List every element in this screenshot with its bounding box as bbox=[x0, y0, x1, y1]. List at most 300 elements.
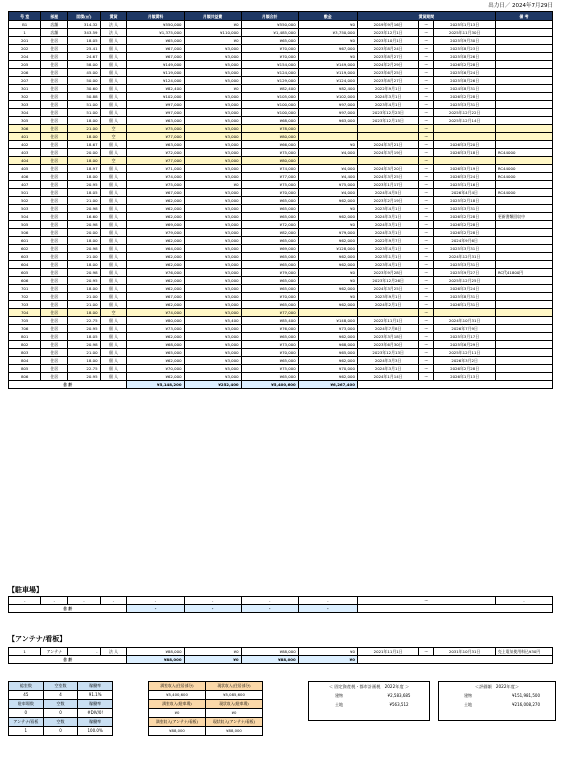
table-cell bbox=[495, 93, 552, 101]
table-cell: 個 人 bbox=[100, 301, 127, 309]
table-cell: 〜 bbox=[419, 333, 434, 341]
income-cell: ¥0 bbox=[149, 709, 206, 718]
table-cell: 702 bbox=[9, 293, 41, 301]
table-cell: ¥78,000 bbox=[241, 125, 298, 133]
table-cell: 住居 bbox=[41, 53, 68, 61]
table-cell: 22.75 bbox=[68, 365, 100, 373]
table-cell: ¥0 bbox=[298, 141, 357, 149]
table-cell bbox=[495, 85, 552, 93]
table-cell: 2023年12月26日 bbox=[357, 277, 418, 285]
table-cell: ¥68,000 bbox=[298, 341, 357, 349]
table-cell: ¥5,000 bbox=[184, 349, 241, 357]
table-cell: 住居 bbox=[41, 189, 68, 197]
table-cell: 205 bbox=[9, 61, 41, 69]
table-row bbox=[9, 349, 553, 357]
table-cell: 502 bbox=[9, 197, 41, 205]
antenna-cell: 2031年10月31日 bbox=[434, 648, 495, 656]
table-cell: 〜 bbox=[419, 61, 434, 69]
table-row bbox=[9, 61, 553, 69]
table-cell: ¥66,000 bbox=[241, 141, 298, 149]
table-cell: ¥3,000 bbox=[184, 125, 241, 133]
table-cell: ¥3,000 bbox=[184, 221, 241, 229]
table-cell: ¥0 bbox=[184, 85, 241, 93]
table-cell: 2024年3月21日 bbox=[357, 141, 418, 149]
table-cell: ¥3,000 bbox=[184, 197, 241, 205]
table-cell: 2025年3月31日 bbox=[434, 245, 495, 253]
table-cell bbox=[495, 285, 552, 293]
table-cell: 〜 bbox=[419, 181, 434, 189]
table-cell: 〜 bbox=[419, 133, 434, 141]
kpi-cell: #DIV/0! bbox=[78, 709, 113, 718]
table-cell: 〜 bbox=[419, 253, 434, 261]
table-cell: 住居 bbox=[41, 317, 68, 325]
table-cell: ¥79,000 bbox=[127, 229, 184, 237]
table-cell: 2025年11月30日 bbox=[434, 29, 495, 37]
table-cell: 21.00 bbox=[68, 197, 100, 205]
table-cell: 個 人 bbox=[100, 349, 127, 357]
table-cell: 個 人 bbox=[100, 221, 127, 229]
table-cell: 〜 bbox=[419, 69, 434, 77]
table-cell bbox=[495, 157, 552, 165]
table-cell: 〜 bbox=[419, 293, 434, 301]
table-cell: ¥67,000 bbox=[127, 45, 184, 53]
table-cell: ¥62,000 bbox=[127, 205, 184, 213]
table-cell: 2026年3月20日 bbox=[434, 141, 495, 149]
table-cell: 〜 bbox=[419, 45, 434, 53]
table-cell bbox=[434, 133, 495, 141]
table-cell: 〜 bbox=[419, 197, 434, 205]
income-cell: 現状収入(駐車場) bbox=[206, 700, 263, 709]
table-cell: ¥70,000 bbox=[298, 365, 357, 373]
table-cell: ¥72,000 bbox=[241, 221, 298, 229]
table-cell bbox=[495, 45, 552, 53]
table-cell: 2025年8月26日 bbox=[434, 53, 495, 61]
table-cell: ¥62,000 bbox=[127, 333, 184, 341]
table-cell: 302 bbox=[9, 93, 41, 101]
total-cell: ¥5,400,600 bbox=[241, 381, 298, 389]
table-cell: ¥62,000 bbox=[127, 373, 184, 381]
parking-cell: - bbox=[9, 597, 41, 605]
table-cell: 住居 bbox=[41, 365, 68, 373]
table-cell: ¥62,000 bbox=[127, 237, 184, 245]
table-cell bbox=[298, 125, 357, 133]
table-cell: 〜 bbox=[419, 141, 434, 149]
table-cell: ¥62,000 bbox=[127, 301, 184, 309]
table-cell: 個 人 bbox=[100, 269, 127, 277]
table-cell: ¥105,000 bbox=[241, 93, 298, 101]
table-row bbox=[9, 301, 553, 309]
table-cell: ¥129,000 bbox=[241, 77, 298, 85]
table-cell: B1 bbox=[9, 21, 41, 29]
tax-land-label: 土地 bbox=[335, 702, 343, 707]
table-cell: 個 人 bbox=[100, 93, 127, 101]
table-cell: 20.98 bbox=[68, 245, 100, 253]
empty-cell bbox=[357, 605, 552, 613]
tax-building-value: ¥2,583,685 bbox=[387, 693, 411, 698]
table-row bbox=[9, 173, 553, 181]
table-cell: 住居 bbox=[41, 133, 68, 141]
table-row bbox=[9, 109, 553, 117]
table-cell: ¥5,000 bbox=[184, 77, 241, 85]
table-cell bbox=[495, 133, 552, 141]
table-cell bbox=[495, 237, 552, 245]
table-cell: ¥0 bbox=[298, 21, 357, 29]
table-cell: 個 人 bbox=[100, 277, 127, 285]
table-cell: 〜 bbox=[419, 101, 434, 109]
table-row bbox=[9, 205, 553, 213]
table-cell: ¥65,000 bbox=[241, 301, 298, 309]
table-cell: 〜 bbox=[419, 237, 434, 245]
table-cell: ¥63,000 bbox=[127, 117, 184, 125]
table-cell: 2023年4月1日 bbox=[357, 205, 418, 213]
income-row bbox=[149, 682, 263, 691]
table-row bbox=[9, 93, 553, 101]
table-cell: ¥75,000 bbox=[298, 181, 357, 189]
table-cell: 501 bbox=[9, 189, 41, 197]
table-cell: ¥62,000 bbox=[127, 357, 184, 365]
table-cell: 2026年3月19日 bbox=[434, 165, 495, 173]
antenna-row bbox=[9, 648, 553, 656]
table-cell: 〜 bbox=[419, 149, 434, 157]
table-cell: ¥3,000 bbox=[184, 53, 241, 61]
table-cell: 2023年4月1日 bbox=[357, 101, 418, 109]
table-cell: 806 bbox=[9, 373, 41, 381]
table-cell: 個 人 bbox=[100, 165, 127, 173]
table-cell: 207 bbox=[9, 77, 41, 85]
table-cell: 18.05 bbox=[68, 189, 100, 197]
table-cell: 2023年9月1日 bbox=[357, 293, 418, 301]
table-cell: 2023年8月27日 bbox=[357, 77, 418, 85]
table-cell: 2023年12月23日 bbox=[357, 109, 418, 117]
table-row bbox=[9, 37, 553, 45]
kpi-cell: アンテナ/看板 bbox=[9, 718, 44, 727]
table-cell: 〜 bbox=[419, 285, 434, 293]
table-cell: ¥70,000 bbox=[241, 53, 298, 61]
table-cell: ¥3,750,000 bbox=[298, 29, 357, 37]
table-cell: RC代41800円 bbox=[495, 269, 552, 277]
table-row bbox=[9, 341, 553, 349]
table-cell: ¥75,000 bbox=[127, 181, 184, 189]
table-row bbox=[9, 197, 553, 205]
table-cell: ¥62,000 bbox=[127, 261, 184, 269]
table-cell: 個 人 bbox=[100, 149, 127, 157]
table-cell: 住居 bbox=[41, 269, 68, 277]
output-date: 出力日／ 2024年7月29日 bbox=[488, 3, 553, 9]
table-cell: ¥72,000 bbox=[127, 149, 184, 157]
table-cell: ¥0 bbox=[298, 221, 357, 229]
table-cell: 住居 bbox=[41, 349, 68, 357]
kpi-cell: 駐車場数 bbox=[9, 700, 44, 709]
table-row bbox=[9, 237, 553, 245]
table-cell bbox=[495, 29, 552, 37]
table-cell: ¥5,400 bbox=[184, 317, 241, 325]
table-cell bbox=[495, 293, 552, 301]
antenna-cell: ¥88,000 bbox=[127, 648, 184, 656]
table-cell: ¥3,000 bbox=[184, 173, 241, 181]
table-cell bbox=[495, 101, 552, 109]
table-row bbox=[9, 269, 553, 277]
parking-total-cell: - bbox=[241, 605, 298, 613]
table-cell: 住居 bbox=[41, 45, 68, 53]
table-cell: 21.00 bbox=[68, 301, 100, 309]
table-cell: ¥3,000 bbox=[184, 205, 241, 213]
table-cell: 16.60 bbox=[68, 213, 100, 221]
table-row bbox=[9, 21, 553, 29]
table-cell: 2026年3月2日 bbox=[434, 357, 495, 365]
table-cell: 個 人 bbox=[100, 261, 127, 269]
table-cell: 〜 bbox=[419, 373, 434, 381]
table-cell: 住居 bbox=[41, 61, 68, 69]
table-cell: ¥1,485,000 bbox=[241, 29, 298, 37]
table-cell: 2025年12月14日 bbox=[434, 117, 495, 125]
table-cell: 住居 bbox=[41, 293, 68, 301]
table-cell: ¥67,000 bbox=[127, 189, 184, 197]
table-cell: ¥75,000 bbox=[127, 125, 184, 133]
table-cell: 20.00 bbox=[68, 229, 100, 237]
table-cell: 2026年4月4日 bbox=[434, 189, 495, 197]
table-cell: ¥62,000 bbox=[298, 237, 357, 245]
table-cell: 住居 bbox=[41, 373, 68, 381]
parking-total-cell: - bbox=[127, 605, 184, 613]
table-row bbox=[9, 189, 553, 197]
table-cell: 個 人 bbox=[100, 197, 127, 205]
kpi-cell: 0 bbox=[43, 727, 78, 736]
antenna-total-cell: ¥0 bbox=[184, 656, 241, 664]
table-cell: ¥62,000 bbox=[298, 333, 357, 341]
table-cell: 法 人 bbox=[100, 21, 127, 29]
table-cell: ¥65,000 bbox=[241, 333, 298, 341]
rent-roll-table bbox=[8, 11, 553, 389]
table-cell: 20.95 bbox=[68, 181, 100, 189]
table-cell: 〜 bbox=[419, 165, 434, 173]
table-cell: 2023年12月15日 bbox=[357, 117, 418, 125]
table-cell: 2025年8月23日 bbox=[434, 45, 495, 53]
table-cell: 2025年2月18日 bbox=[434, 197, 495, 205]
table-cell: 2023年12月1日 bbox=[357, 29, 418, 37]
table-cell: ¥65,000 bbox=[241, 197, 298, 205]
kpi-cell: 空数 bbox=[43, 700, 78, 709]
table-cell: ¥3,000 bbox=[184, 133, 241, 141]
table-cell: RC44000 bbox=[495, 149, 552, 157]
table-cell: 2026年2月28日 bbox=[434, 229, 495, 237]
table-cell: 2023年8月27日 bbox=[357, 53, 418, 61]
table-cell: 住居 bbox=[41, 261, 68, 269]
table-cell: 住居 bbox=[41, 117, 68, 125]
kpi-cell: 稼働率 bbox=[78, 718, 113, 727]
table-cell: 〜 bbox=[419, 53, 434, 61]
antenna-total-cell: ¥88,000 bbox=[127, 656, 184, 664]
table-cell: 2025年6月29日 bbox=[434, 341, 495, 349]
table-cell: 個 人 bbox=[100, 285, 127, 293]
table-cell: 2023年8月24日 bbox=[357, 45, 418, 53]
antenna-total-cell: ¥0 bbox=[298, 656, 357, 664]
table-cell: ¥68,000 bbox=[127, 341, 184, 349]
total-cell: ¥252,400 bbox=[184, 381, 241, 389]
table-cell: 住居 bbox=[41, 109, 68, 117]
table-cell: 2024年8月31日 bbox=[434, 85, 495, 93]
table-row bbox=[9, 157, 553, 165]
table-cell: 606 bbox=[9, 277, 41, 285]
table-cell: 住居 bbox=[41, 173, 68, 181]
table-cell: ¥5,000 bbox=[184, 117, 241, 125]
table-cell: 住居 bbox=[41, 85, 68, 93]
table-cell: 〜 bbox=[419, 221, 434, 229]
parking-cell: - bbox=[298, 597, 357, 605]
table-cell: 301 bbox=[9, 85, 41, 93]
table-cell: ¥110,000 bbox=[184, 29, 241, 37]
table-cell: ¥65,000 bbox=[241, 213, 298, 221]
antenna-title: 【アンテナ/看板】 bbox=[8, 635, 67, 643]
antenna-cell: 1 bbox=[9, 648, 41, 656]
table-cell: 2025年3月31日 bbox=[434, 205, 495, 213]
table-cell: ¥70,000 bbox=[127, 365, 184, 373]
table-cell bbox=[495, 277, 552, 285]
table-cell: 2023年3月18日 bbox=[357, 333, 418, 341]
table-cell: 18.00 bbox=[68, 117, 100, 125]
table-cell: 2024年4月5日 bbox=[357, 189, 418, 197]
table-cell: 〜 bbox=[419, 365, 434, 373]
table-cell: ¥3,000 bbox=[184, 269, 241, 277]
table-cell: ¥3,000 bbox=[184, 229, 241, 237]
total-cell bbox=[357, 381, 552, 389]
table-cell bbox=[495, 245, 552, 253]
income-cell: 現状収入(住居部分) bbox=[206, 682, 263, 691]
parking-total-cell: - bbox=[184, 605, 241, 613]
table-cell: 18.00 bbox=[68, 285, 100, 293]
table-cell: 個 人 bbox=[100, 45, 127, 53]
table-cell: ¥65,000 bbox=[241, 373, 298, 381]
table-row bbox=[9, 85, 553, 93]
table-cell: 24.67 bbox=[68, 53, 100, 61]
table-cell: 805 bbox=[9, 365, 41, 373]
table-cell: 804 bbox=[9, 357, 41, 365]
table-cell: ¥0 bbox=[298, 293, 357, 301]
table-cell: 705 bbox=[9, 317, 41, 325]
table-cell: 店舗 bbox=[41, 21, 68, 29]
table-cell: ¥71,000 bbox=[127, 165, 184, 173]
table-cell bbox=[495, 261, 552, 269]
table-cell: 343.59 bbox=[68, 29, 100, 37]
antenna-cell: - bbox=[68, 648, 100, 656]
table-cell: 2025年9月30日 bbox=[434, 37, 495, 45]
table-cell: 21.00 bbox=[68, 349, 100, 357]
table-cell: 個 人 bbox=[100, 205, 127, 213]
table-cell: ¥97,000 bbox=[127, 101, 184, 109]
table-row bbox=[9, 29, 553, 37]
table-cell: ¥4,000 bbox=[298, 165, 357, 173]
appraisal-land-label: 土地 bbox=[464, 702, 472, 707]
table-cell: 2024年2月29日 bbox=[357, 61, 418, 69]
table-cell: 2025年8月31日 bbox=[434, 293, 495, 301]
table-cell: 403 bbox=[9, 149, 41, 157]
table-cell bbox=[495, 61, 552, 69]
table-row bbox=[9, 293, 553, 301]
table-cell: 2024年3月1日 bbox=[357, 221, 418, 229]
table-cell bbox=[434, 125, 495, 133]
kpi-cell: 稼働率 bbox=[78, 682, 113, 691]
table-cell: 2025年3月17日 bbox=[434, 333, 495, 341]
table-cell: ¥3,000 bbox=[184, 93, 241, 101]
table-cell: 2026年1月13日 bbox=[434, 373, 495, 381]
table-cell: ¥5,000 bbox=[184, 341, 241, 349]
table-cell: 20.00 bbox=[68, 149, 100, 157]
table-cell: ¥73,000 bbox=[298, 325, 357, 333]
table-cell bbox=[495, 341, 552, 349]
table-cell: 〜 bbox=[419, 21, 434, 29]
table-cell: 20.95 bbox=[68, 325, 100, 333]
table-cell: ¥62,000 bbox=[298, 213, 357, 221]
table-cell: ¥70,000 bbox=[241, 349, 298, 357]
table-cell: ¥62,000 bbox=[127, 285, 184, 293]
table-cell: 〜 bbox=[419, 261, 434, 269]
table-cell: ¥5,000 bbox=[184, 69, 241, 77]
header-cell: 賃貸 bbox=[100, 12, 127, 21]
antenna-total-row bbox=[9, 656, 553, 664]
table-cell: 2024年3月1日 bbox=[357, 213, 418, 221]
table-cell: ¥82,400 bbox=[298, 85, 357, 93]
table-cell: ¥62,000 bbox=[298, 373, 357, 381]
table-cell: ¥97,000 bbox=[298, 109, 357, 117]
table-cell: 506 bbox=[9, 229, 41, 237]
table-cell: 45.00 bbox=[68, 69, 100, 77]
table-cell: 法 人 bbox=[100, 29, 127, 37]
table-cell: ¥5,000 bbox=[184, 365, 241, 373]
table-cell: ¥5,000 bbox=[184, 61, 241, 69]
table-cell: 50.88 bbox=[68, 93, 100, 101]
table-cell: ¥62,000 bbox=[298, 197, 357, 205]
table-row bbox=[9, 181, 553, 189]
kpi-cell: 空数 bbox=[43, 718, 78, 727]
table-cell: 2026年3月18日 bbox=[434, 149, 495, 157]
table-cell: 20.98 bbox=[68, 341, 100, 349]
table-cell: 住居 bbox=[41, 77, 68, 85]
income-cell: ¥0 bbox=[206, 709, 263, 718]
kpi-cell: 1 bbox=[9, 727, 44, 736]
kpi-row bbox=[9, 700, 113, 709]
table-cell: 〜 bbox=[419, 317, 434, 325]
total-row bbox=[9, 381, 553, 389]
table-cell: 2024年3月1日 bbox=[357, 229, 418, 237]
antenna-total-label: 合 計 bbox=[9, 656, 127, 664]
table-cell: ¥62,000 bbox=[298, 261, 357, 269]
table-cell: 〜 bbox=[419, 245, 434, 253]
table-cell bbox=[298, 157, 357, 165]
table-cell: 住居 bbox=[41, 221, 68, 229]
parking-cell: - bbox=[184, 597, 241, 605]
table-cell: ¥67,000 bbox=[127, 293, 184, 301]
table-cell: ¥128,000 bbox=[298, 245, 357, 253]
table-cell: 〜 bbox=[419, 277, 434, 285]
table-cell: ¥550,000 bbox=[127, 21, 184, 29]
table-cell: ¥74,000 bbox=[241, 165, 298, 173]
table-cell: 住居 bbox=[41, 125, 68, 133]
table-cell: 2022年9月1日 bbox=[357, 85, 418, 93]
table-cell: ¥67,000 bbox=[127, 53, 184, 61]
table-cell: 住居 bbox=[41, 197, 68, 205]
table-cell: ¥4,000 bbox=[298, 189, 357, 197]
table-cell: ¥65,000 bbox=[298, 349, 357, 357]
table-row bbox=[9, 101, 553, 109]
table-cell: 個 人 bbox=[100, 253, 127, 261]
table-cell: 505 bbox=[9, 221, 41, 229]
table-cell: ¥3,000 bbox=[184, 149, 241, 157]
table-cell: 〜 bbox=[419, 269, 434, 277]
table-cell: 〜 bbox=[419, 229, 434, 237]
table-cell bbox=[495, 77, 552, 85]
table-cell bbox=[495, 373, 552, 381]
table-row bbox=[9, 117, 553, 125]
table-cell: 〜 bbox=[419, 117, 434, 125]
